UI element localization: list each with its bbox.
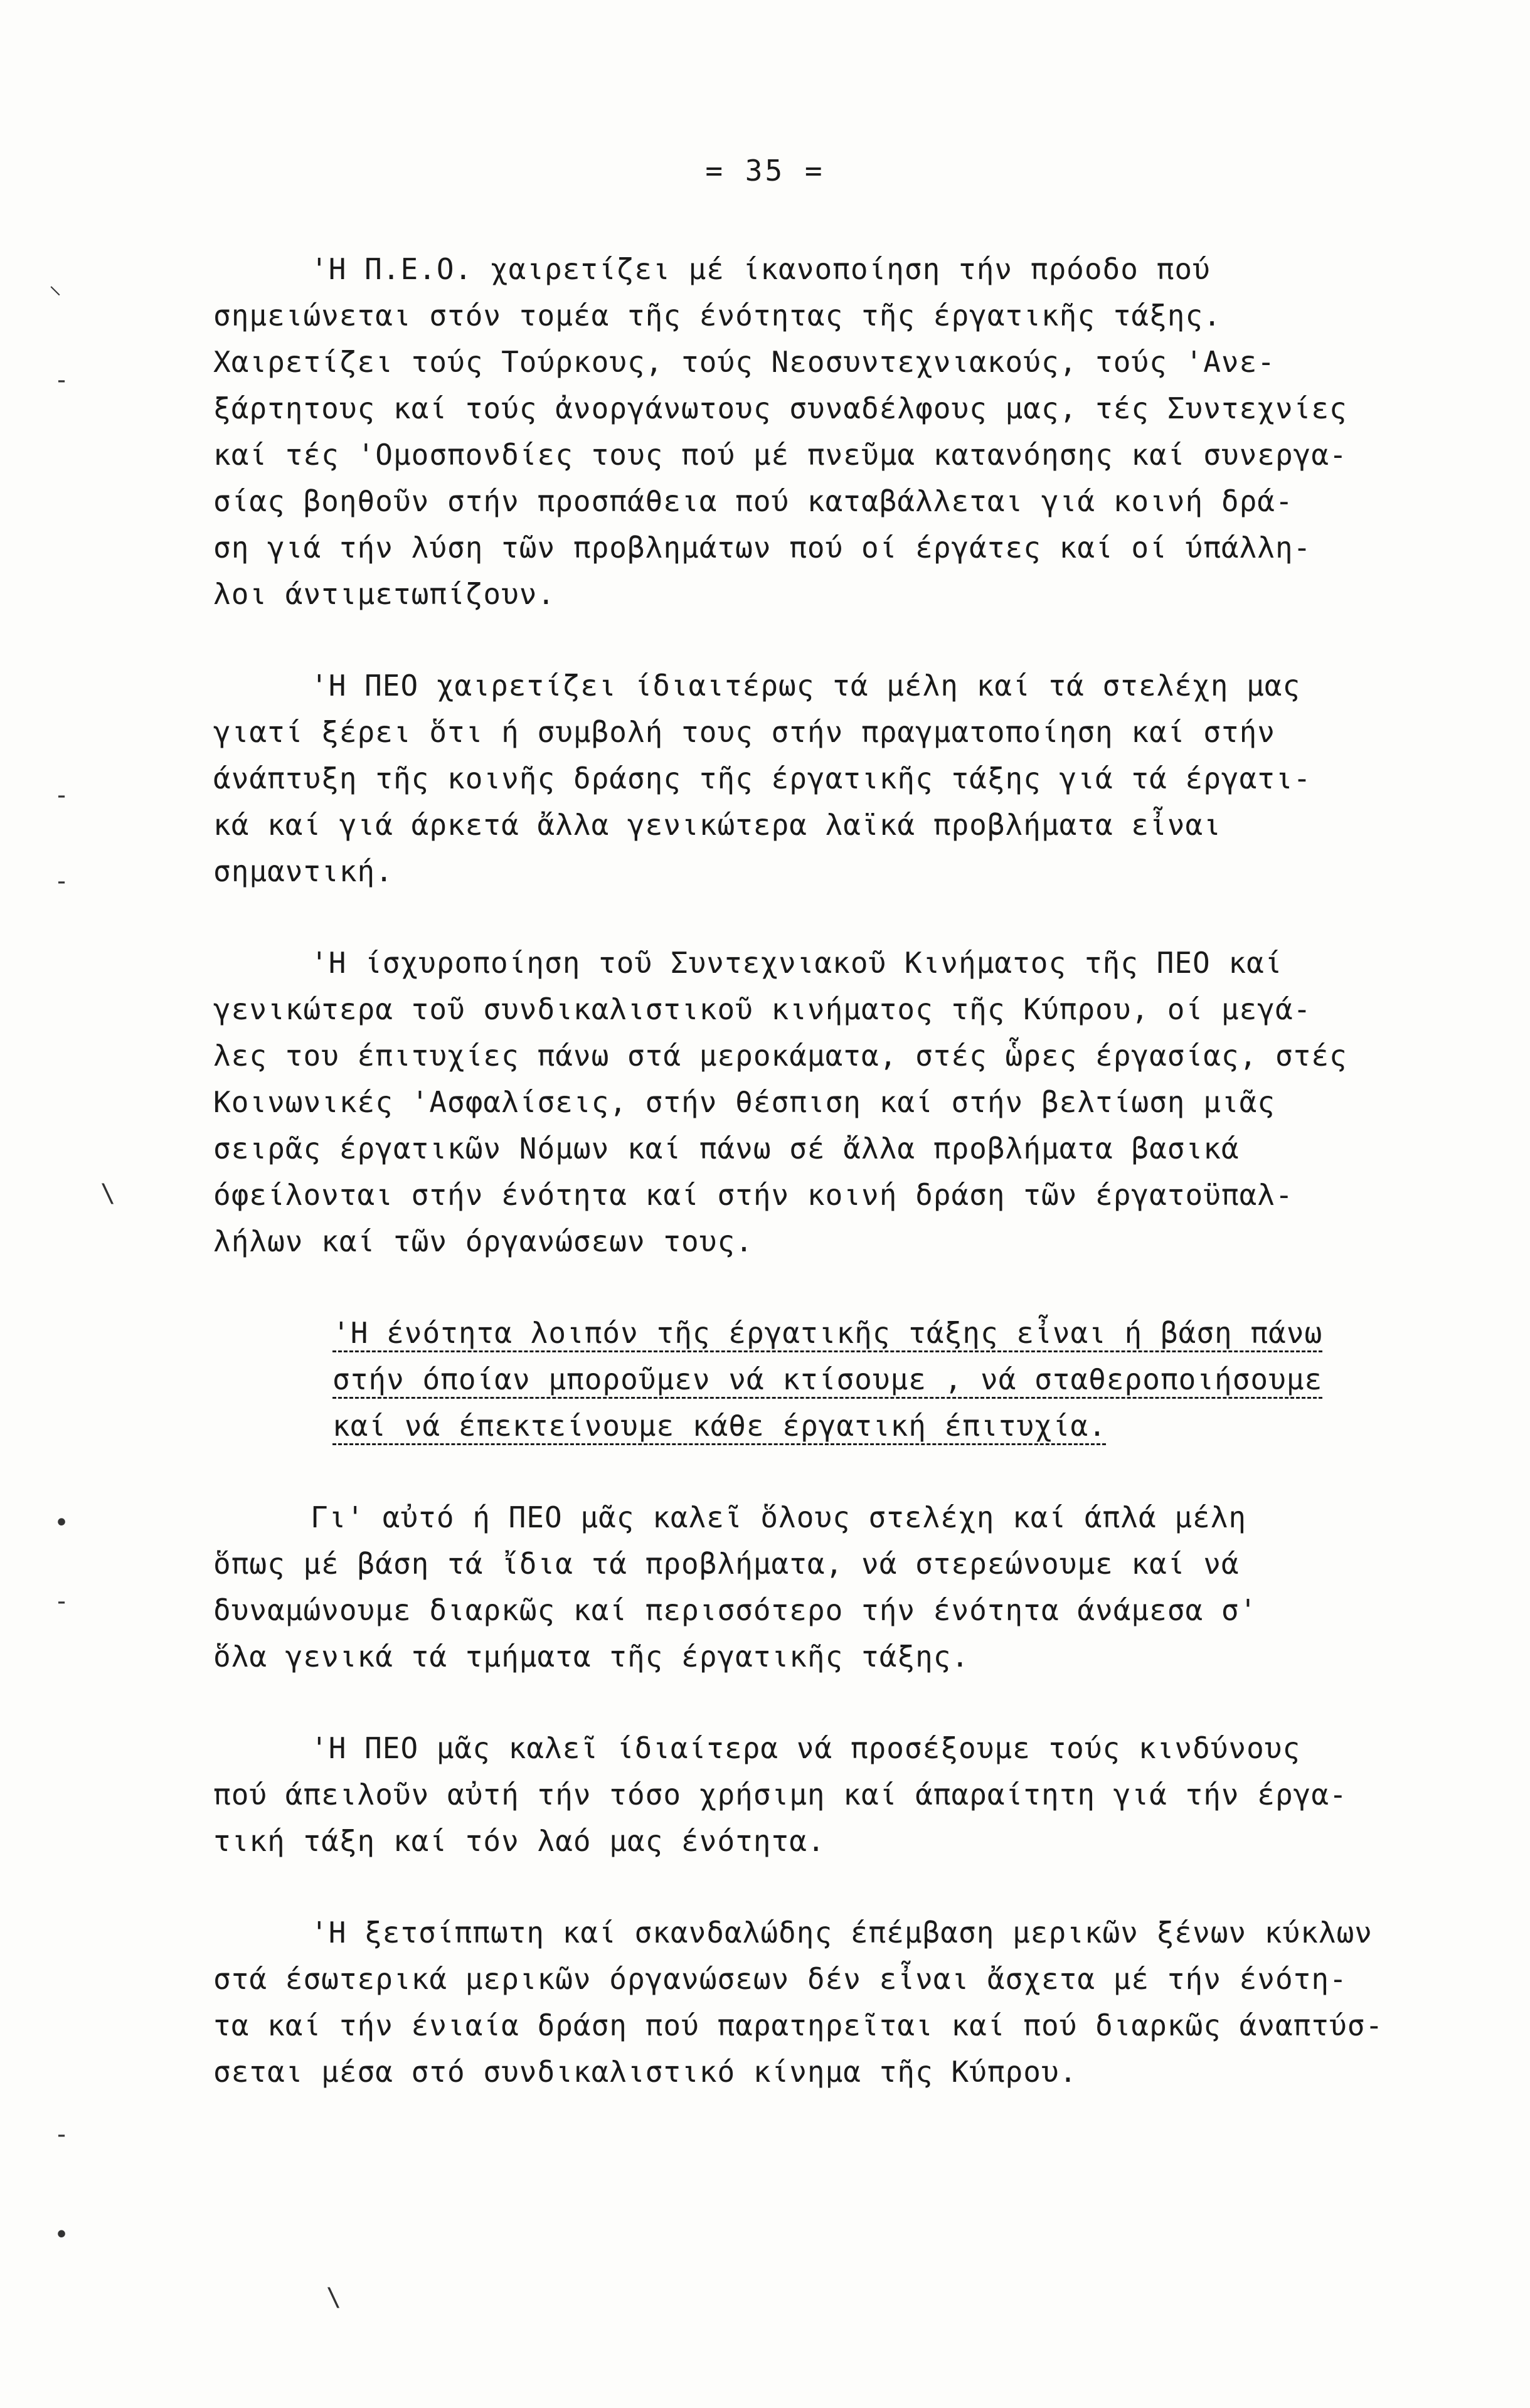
text-line: Γι' αὐτό ή ΠΕΟ μᾶς καλεῖ ὅλους στελέχη καί άπλά μέλη	[311, 1500, 1247, 1534]
underlined-line: καί νά έπεκτείνουμε κάθε έργατική έπιτυχία.	[332, 1409, 1107, 1443]
text-line: Κοινωνικές 'Ασφαλίσεις, στήν θέσπιση καί στήν βελτίωση μιᾶς	[213, 1085, 1275, 1119]
text-line: πού άπειλοῦν αὐτή τήν τόσο χρήσιμη καί άπαραίτητη γιά τήν έργα-	[213, 1778, 1347, 1811]
text-line: 'Η ΠΕΟ χαιρετίζει ίδιαιτέρως τά μέλη καί τά στελέχη μας	[311, 669, 1301, 703]
margin-mark: ⸜	[49, 271, 61, 300]
text-line: σημαντική.	[213, 854, 393, 888]
text-line: ξάρτητους καί τούς ἀνοργάνωτους συναδέλφους μας, τές Συντεχνίες	[213, 391, 1347, 425]
text-line: γενικώτερα τοῦ συνδικαλιστικοῦ κινήματος τῆς Κύπρου, οί μεγά-	[213, 992, 1312, 1026]
paragraph	[213, 1494, 1443, 1680]
margin-mark: -	[54, 2120, 70, 2149]
text-line: καί τές 'Ομοσπονδίες τους πού μέ πνεῦμα κατανόησης καί συνεργα-	[213, 438, 1347, 472]
text-line: ὅλα γενικά τά τμήματα τῆς έργατικῆς τάξης.	[213, 1640, 970, 1673]
margin-mark: -	[54, 781, 70, 810]
text-line: λες του έπιτυχίες πάνω στά μεροκάματα, στές ὧρες έργασίας, στές	[213, 1039, 1347, 1073]
text-line: σημειώνεται στόν τομέα τῆς ένότητας τῆς έργατικῆς τάξης.	[213, 299, 1221, 332]
text-line: όφείλονται στήν ένότητα καί στήν κοινή δράση τῶν έργατοϋπαλ-	[213, 1178, 1294, 1212]
paragraph	[213, 1725, 1443, 1864]
margin-mark: •	[54, 2220, 70, 2249]
text-line: 'Η ξετσίππωτη καί σκανδαλώδης έπέμβαση μερικῶν ξένων κύκλων	[311, 1916, 1373, 1949]
paragraph	[213, 662, 1443, 894]
text-line: σεται μέσα στό συνδικαλιστικό κίνημα τῆς Κύπρου.	[213, 2055, 1078, 2089]
text-line: τα καί τήν ένιαία δράση πού παρατηρεῖται καί πού διαρκῶς άναπτύσ-	[213, 2008, 1384, 2042]
text-line: στά έσωτερικά μερικῶν όργανώσεων δέν εἶναι ἄσχετα μέ τήν ένότη-	[213, 1962, 1347, 1996]
margin-mark: \	[100, 1179, 116, 1208]
text-line: ση γιά τήν λύση τῶν προβλημάτων πού οί έργάτες καί οί ύπάλλη-	[213, 531, 1312, 565]
emphasized-paragraph	[213, 1310, 1443, 1449]
text-line: δυναμώνουμε διαρκῶς καί περισσότερο τήν ένότητα άνάμεσα σ'	[213, 1593, 1258, 1627]
document-body	[213, 246, 1443, 2140]
margin-mark: •	[54, 1509, 70, 1537]
margin-mark: \	[326, 2283, 342, 2312]
text-line: λήλων καί τῶν όργανώσεων τους.	[213, 1224, 753, 1258]
margin-mark: -	[54, 366, 70, 395]
underlined-line: στήν όποίαν μποροῦμεν νά κτίσουμε , νά σταθεροποιήσουμε	[332, 1362, 1323, 1396]
paragraph	[213, 1909, 1443, 2095]
margin-mark: -	[54, 1587, 70, 1616]
text-line: σειρᾶς έργατικῶν Νόμων καί πάνω σέ ἄλλα προβλήματα βασικά	[213, 1132, 1240, 1165]
text-line: σίας βοηθοῦν στήν προσπάθεια πού καταβάλλεται γιά κοινή δρά-	[213, 484, 1294, 518]
text-line: γιατί ξέρει ὅτι ή συμβολή τους στήν πραγματοποίηση καί στήν	[213, 715, 1275, 749]
text-line: τική τάξη καί τόν λαό μας ένότητα.	[213, 1824, 826, 1858]
text-line: ὅπως μέ βάση τά ἴδια τά προβλήματα, νά στερεώνουμε καί νά	[213, 1547, 1240, 1581]
paragraph	[213, 246, 1443, 617]
text-line: λοι άντιμετωπίζουν.	[213, 577, 556, 611]
text-line: 'Η ΠΕΟ μᾶς καλεῖ ίδιαίτερα νά προσέξουμε τούς κινδύνους	[311, 1731, 1301, 1765]
text-line: άνάπτυξη τῆς κοινῆς δράσης τῆς έργατικῆς τάξης γιά τά έργατι-	[213, 761, 1312, 795]
underlined-line: 'Η ένότητα λοιπόν τῆς έργατικῆς τάξης εἶναι ή βάση πάνω	[332, 1316, 1323, 1350]
page-number: = 35 =	[705, 154, 825, 188]
margin-mark: -	[54, 867, 70, 896]
text-line: Χαιρετίζει τούς Τούρκους, τούς Νεοσυντεχνιακούς, τούς 'Ανε-	[213, 345, 1275, 379]
text-line: 'Η ίσχυροποίηση τοῦ Συντεχνιακοῦ Κινήματος τῆς ΠΕΟ καί	[311, 946, 1283, 980]
text-line: 'Η Π.Ε.Ο. χαιρετίζει μέ ίκανοποίηση τήν πρόοδο πού	[311, 252, 1211, 286]
paragraph	[213, 940, 1443, 1265]
text-line: κά καί γιά άρκετά ἄλλα γενικώτερα λαϊκά προβλήματα εἶναι	[213, 808, 1221, 842]
